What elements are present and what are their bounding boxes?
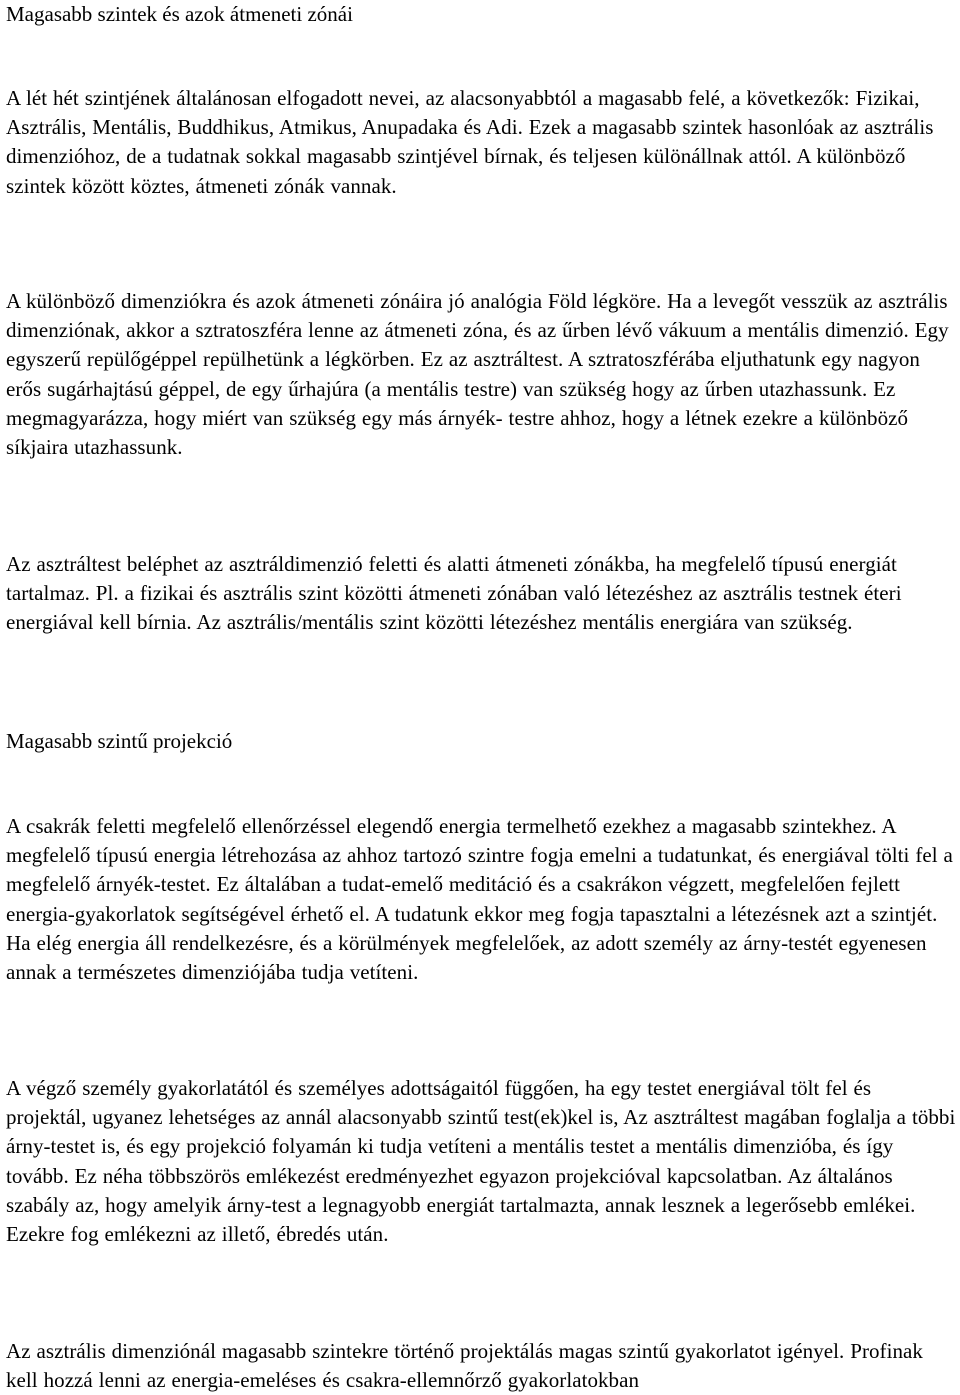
paragraph-multiple-projection: A végző személy gyakorlatától és személyes adottságaitól függően, ha egy testet energiával tölt fel és projektál, ugyanez lehetséges az annál alacsonyabb szintű test(ek)kel is, Az asztráltest magában foglalja a többi árny-testet is, és egy projekció folyamán ki tudja vetíteni a mentális testet a mentális dimenzióba, és így tovább. Ez néha többszörös emlékezést eredményezhet egyazon projekcióval kapcsolatban. Az általános szabály az, hogy amelyik árny-test a legnagyobb energiát tartalmazta, annak lesznek a legerősebb emlékei. Ezekre fog emlékezni az illető, ébredés után. [6,1076,956,1247]
paragraph-transition-zones: Az asztráltest beléphet az asztráldimenzió feletti és alatti átmeneti zónákba, ha megfelelő típusú energiát tartalmaz. Pl. a fizikai és asztrális szint közötti átmeneti zónában való létezéshez az asztrális testnek éteri energiával kell bírnia. Az asztrális/mentális szint közötti létezéshez mentális energiára van szükség. [6,552,902,635]
paragraph-higher-projection: Az asztrális dimenziónál magasabb szintekre történő projektálás magas szintű gyakorlatot igényel. Profinak kell hozzá lenni az energia-emeléses és csakra-ellemnőrző gyakorlatokban [6,1339,923,1393]
paragraph-atmosphere-analogy: A különböző dimenziókra és azok átmeneti zónáira jó analógia Föld légköre. Ha a levegőt vesszük az asztrális dimenziónak, akkor a sztratoszféra lenne az átmeneti zóna, és az űrben lévő vákuum a mentális dimenzió. Egy egyszerű repülőgéppel repülhetünk a légkörben. Ez az asztráltest. A sztratoszférába eljuthatunk egy nagyon erős sugárhajtású géppel, de egy űrhajúra (a mentális testre) van szükség hogy az űrben utazhassunk. Ez megmagyarázza, hogy miért van szükség egy más árnyék- testre ahhoz, hogy a létnek ezekre a különböző síkjaira utazhassunk. [6,289,949,460]
paragraph-chakra-energy: A csakrák feletti megfelelő ellenőrzéssel elegendő energia termelhető ezekhez a magasabb szintekhez. A megfelelő típusú energia létrehozása az ahhoz tartozó szintre fogja emelni a tudatunkat, és energiával tölti fel a megfelelő árnyék-testet. Ez általában a tudat-emelő meditáció és a csakrákon végzett, megfelelően fejlett energia-gyakorlatok segítségével érhető el. A tudatunk ekkor meg fogja tapasztalni a létezésnek azt a szintjét. Ha elég energia áll rendelkezésre, és a körülmények megfelelőek, az adott személy az árny-testét egyenesen annak a természetes dimenziójába tudja vetíteni. [6,814,953,985]
paragraph-levels-intro: A lét hét szintjének általánosan elfogadott nevei, az alacsonyabbtól a magasabb felé, a következők: Fizikai, Asztrális, Mentális, Buddhikus, Atmikus, Anupadaka és Adi. Ezek a magasabb szintek hasonlóak az asztrális dimenzióhoz, de a tudatnak sokkal magasabb szintjével bírnak, és teljesen különállnak attól. A különböző szintek között köztes, átmeneti zónák vannak. [6,86,934,198]
document-title: Magasabb szintek és azok átmeneti zónái [6,2,353,26]
section-heading: Magasabb szintű projekció [6,729,233,753]
